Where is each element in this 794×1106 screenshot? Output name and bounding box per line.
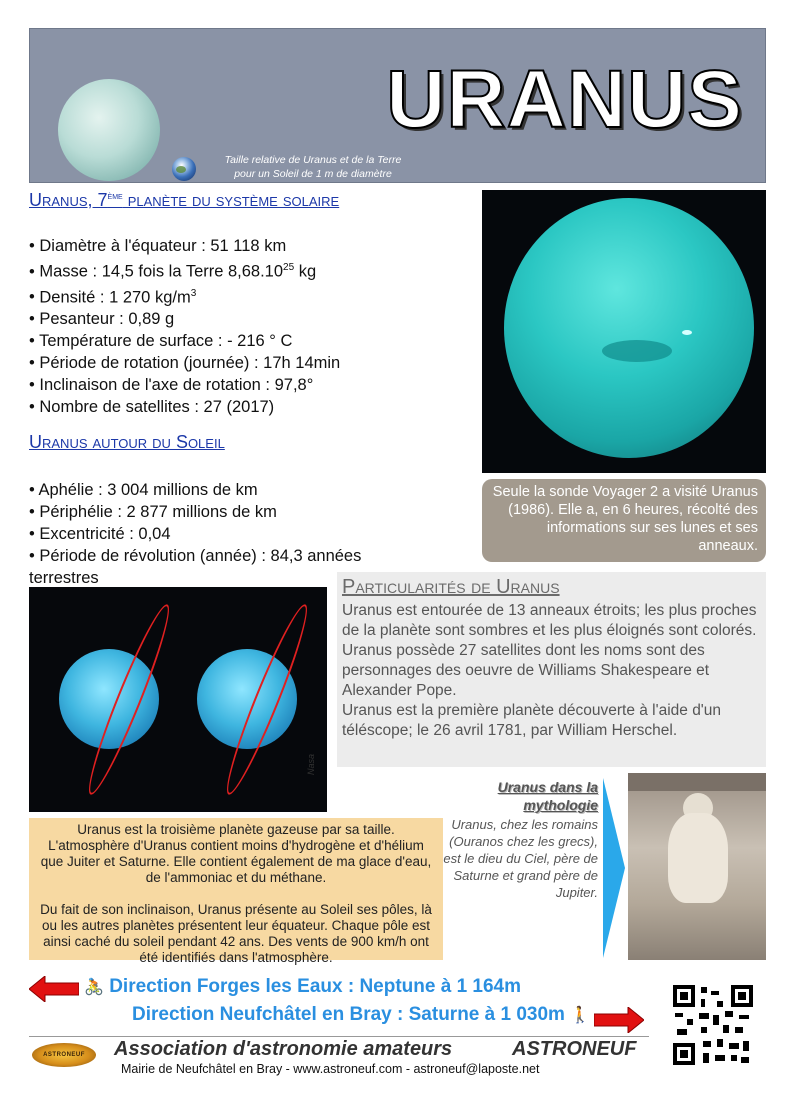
gas-giant-box: Uranus est la troisième planète gazeuse par sa taille. L'atmosphère d'Uranus contient moins d'hydrogène et d'hélium que Juiter et Saturne. Elle contient également de ma glace d'eau, de l'ammoniac et du méthane. Du fait de son inclinaison, Uranus présente au Soleil ses pôles, là ou les autres planètes présentent leur équateur. Chaque pôle est ainsi caché du soleil pendant 42 ans. Des vents de 900 km/h ont été identifiés dans l'atmosphère. (29, 818, 443, 960)
fact-item: • Densité : 1 270 $kg/m^3$ (29, 283, 340, 309)
mythology-text: Uranus, chez les romains (Ouranos chez les grecs), est le dieu du Ciel, père de Saturne et grand père de Jupiter. (443, 817, 598, 900)
arrow-left-icon (29, 976, 79, 1002)
orbit-item: • Périphélie : 2 877 millions de km (29, 501, 361, 523)
statue-photo (628, 773, 766, 960)
size-caption: Taille relative de Uranus et de la Terre pour un Soleil de 1 m de diamètre (224, 154, 402, 180)
fact-item: • Diamètre à l'équateur : 51 118 km (29, 235, 340, 257)
uranus-bright-cloud (682, 330, 692, 335)
mythology-title: Uranus dans la mythologie (497, 779, 598, 813)
planet-facts-list (29, 235, 340, 418)
fact-item: • Nombre de satellites : 27 (2017) (29, 396, 340, 418)
uranus-disc (504, 198, 754, 458)
uranus-size-illustration (58, 79, 160, 181)
walker-icon: 🚶 (570, 1007, 591, 1024)
header-banner (29, 28, 766, 183)
section-title-orbit: Uranus autour du Soleil (29, 432, 225, 452)
orbit-facts-list (29, 479, 361, 567)
earth-size-illustration (172, 157, 196, 181)
section-title-planet: Uranus, 7ème planète du système solaire (29, 190, 340, 210)
arrow-right-icon (594, 1007, 644, 1033)
logo-lettering: ASTRONEUF (43, 1052, 85, 1058)
fact-item: • Période de rotation (journée) : 17h 14min (29, 352, 340, 374)
fact-item: • Pesanteur : 0,89 g (29, 308, 340, 330)
voyager-note: Seule la sonde Voyager 2 a visité Uranus (1986). Elle a, en 6 heures, récolté des informations sur ses lunes et ses anneaux. (482, 479, 766, 562)
triangle-arrow-icon (603, 778, 625, 958)
fact-item: • Masse : 14,5 fois la Terre 8,68.10$^{25}$ kg (29, 257, 340, 283)
fact-item: • Inclinaison de l'axe de rotation : 97,8° (29, 374, 340, 396)
orbit-wrap-text: terrestres (29, 569, 99, 587)
particularities-text: Uranus est entourée de 13 anneaux étroits; les plus proches de la planète sont sombres et les plus éloignés sont colorés. Uranus possède 27 satellites dont les noms sont des personnages des oeuvre de Williams Shakespeare et Alexander Pope. Uranus est la première planète découverte à l'aide d'un téléscope; le 26 avril 1781, par William Herschel. (342, 602, 757, 739)
uranus-photo (482, 190, 766, 473)
association-label: Association d'astronomie amateurs (114, 1038, 453, 1060)
photo-credit: Nasa (306, 753, 316, 775)
particularities-title: Particularités de Uranus (342, 576, 560, 598)
association-name: ASTRONEUF (512, 1038, 637, 1060)
qr-code[interactable] (673, 985, 753, 1065)
uranus-rings-photo (29, 587, 327, 812)
direction-neptune: 🚴 Direction Forges les Eaux : Neptune à 1 164m (84, 976, 522, 997)
bicycle-icon: 🚴 (84, 979, 104, 996)
orbit-item: • Période de révolution (année) : 84,3 années (29, 545, 361, 567)
fact-item: • Température de surface : - 216 ° C (29, 330, 340, 352)
footer-divider (29, 1036, 649, 1037)
uranus-dark-spot (602, 340, 672, 362)
page-title: URANUS (386, 54, 743, 145)
direction-saturne: Direction Neufchâtel en Bray : Saturne à 1 030m 🚶 (132, 1004, 591, 1025)
mythology-section (443, 778, 598, 901)
orbit-item: • Excentricité : 0,04 (29, 523, 361, 545)
orbit-item: • Aphélie : 3 004 millions de km (29, 479, 361, 501)
particularities-box (337, 572, 766, 767)
contact-line: Mairie de Neufchâtel en Bray - www.astroneuf.com - astroneuf@laposte.net (121, 1062, 540, 1076)
